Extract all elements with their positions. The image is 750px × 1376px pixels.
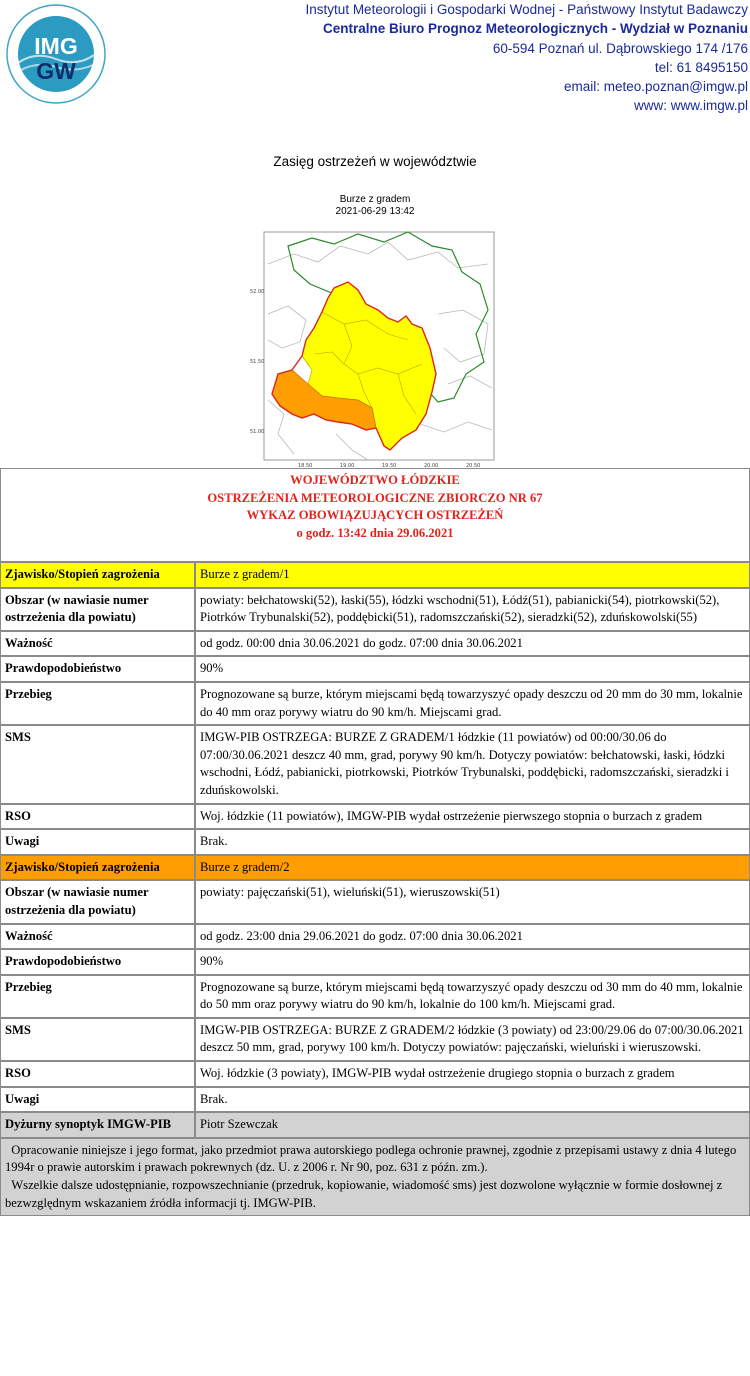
- email-link[interactable]: email: meteo.poznan@imgw.pl: [563, 79, 748, 95]
- probability-value: 90%: [195, 949, 750, 975]
- notes-value: Brak.: [195, 829, 750, 855]
- voivodeship-name: WOJEWÓDZTWO ŁÓDZKIE: [290, 473, 460, 487]
- map-subtitle: Burze z gradem: [339, 194, 411, 205]
- y-tick-label: 51.00: [250, 429, 265, 435]
- distribution-text: [5, 1177, 745, 1212]
- course-label: Przebieg: [0, 975, 195, 1018]
- probability-label: Prawdopodobieństwo: [0, 656, 195, 682]
- course-value: Prognozowane są burze, którym miejscami będą towarzyszyć opady deszczu od 20 mm do 30 mm, lokalnie do 40 mm oraz porywy wiatru do 90 km/h. Miejscami grad.: [195, 682, 750, 725]
- notes-value: Brak.: [195, 1087, 750, 1113]
- copyright-text: [5, 1142, 745, 1177]
- map-title: Zasięg ostrzeżeń w województwie: [273, 154, 477, 169]
- notes-label: Uwagi: [0, 829, 195, 855]
- copyright-notice: [0, 1138, 750, 1216]
- phenomenon-label: Zjawisko/Stopień zagrożenia: [0, 562, 195, 588]
- copyright-line-2: Wszelkie dalsze udostępnianie, rozpowszechnianie (przedruk, kopiowanie, wiadomość sms) jest dozwolone wyłącznie w formie dosłownej z bezwzględnym wskazaniem źródła informacji tj. IMGW-PIB.: [5, 1178, 723, 1210]
- area-value: powiaty: pajęczański(51), wieluński(51), wieruszowski(51): [195, 880, 750, 923]
- office-name: Centralne Biuro Prognoz Meteorologicznych - Wydział w Poznaniu: [322, 21, 748, 37]
- bulletin-type: WYKAZ OBOWIĄZUJĄCYCH OSTRZEŻEŃ: [246, 508, 504, 523]
- sms-value: IMGW-PIB OSTRZEGA: BURZE Z GRADEM/2 łódzkie (3 powiaty) od 23:00/29.06 do 07:00/30.06.2021 deszcz 50 mm, grad, porywy 100 km/h. Dotyczy powiatów: pajęczański, wieluński i wieruszowski.: [195, 1018, 750, 1061]
- imgw-logo: [5, 3, 107, 105]
- address: 60-594 Poznań ul. Dąbrowskiego 174 /176: [492, 40, 748, 56]
- validity-label: Ważność: [0, 924, 195, 950]
- phenomenon-label: Zjawisko/Stopień zagrożenia: [0, 855, 195, 881]
- logo-text-bottom: GW: [36, 58, 76, 84]
- bulletin-number: OSTRZEŻENIA METEOROLOGICZNE ZBIORCZO NR 67: [207, 490, 543, 505]
- rso-value: Woj. łódzkie (3 powiaty), IMGW-PIB wydał ostrzeżenie drugiego stopnia o burzach z gradem: [195, 1061, 750, 1087]
- area-value: powiaty: bełchatowski(52), łaski(55), łódzki wschodni(51), Łódź(51), pabianicki(54), piotrkowski(52), Piotrków Trybunalski(52), poddębicki(51), radomszczański(52), sieradzki(52), zduńskowolski(55): [195, 588, 750, 631]
- validity-label: Ważność: [0, 631, 195, 657]
- sms-label: SMS: [0, 725, 195, 803]
- institute-header: [108, 0, 748, 116]
- x-tick-label: 18.50: [298, 463, 313, 469]
- course-label: Przebieg: [0, 682, 195, 725]
- notes-label: Uwagi: [0, 1087, 195, 1113]
- warning-map: [248, 224, 502, 470]
- sms-label: SMS: [0, 1018, 195, 1061]
- rso-label: RSO: [0, 1061, 195, 1087]
- course-value: Prognozowane są burze, którym miejscami będą towarzyszyć opady deszczu od 30 mm do 40 mm, lokalnie do 50 mm oraz porywy wiatru do 90 km/h, lokalnie do 100 km/h. Miejscami grad.: [195, 975, 750, 1018]
- phenomenon-value: Burze z gradem/1: [195, 562, 750, 588]
- institute-name: Instytut Meteorologii i Gospodarki Wodnej - Państwowy Instytut Badawczy: [305, 2, 748, 17]
- bulletin-time: o godz. 13:42 dnia 29.06.2021: [296, 525, 454, 540]
- probability-label: Prawdopodobieństwo: [0, 949, 195, 975]
- area-label: Obszar (w nawiasie numer ostrzeżenia dla powiatu): [0, 588, 195, 631]
- probability-value: 90%: [195, 656, 750, 682]
- warning-bulletin-table: [0, 468, 750, 1216]
- phone: tel: 61 8495150: [654, 59, 748, 75]
- x-tick-label: 19.00: [340, 463, 355, 469]
- y-tick-label: 52.00: [250, 289, 265, 295]
- map-datetime: 2021-06-29 13:42: [335, 206, 415, 217]
- validity-value: od godz. 23:00 dnia 29.06.2021 do godz. 07:00 dnia 30.06.2021: [195, 924, 750, 950]
- phenomenon-value: Burze z gradem/2: [195, 855, 750, 881]
- x-tick-label: 20.50: [466, 463, 481, 469]
- logo-text-top: IMG: [34, 33, 78, 59]
- duty-forecaster-label: Dyżurny synoptyk IMGW-PIB: [0, 1112, 195, 1138]
- y-tick-label: 51.50: [250, 359, 265, 365]
- copyright-line-1: Opracowanie niniejsze i jego format, jako przedmiot prawa autorskiego podlega ochronie prawnej, zgodnie z przepisami ustawy z dnia 4 lutego 1994r o prawie autorskim i prawach pokrewnych (dz. U. z 2006 r. Nr 90, poz. 631 z późn. zm.).: [5, 1142, 737, 1175]
- rso-value: Woj. łódzkie (11 powiatów), IMGW-PIB wydał ostrzeżenie pierwszego stopnia o burzach z gradem: [195, 804, 750, 830]
- duty-forecaster-name: Piotr Szewczak: [195, 1112, 750, 1138]
- rso-label: RSO: [0, 804, 195, 830]
- bulletin-heading: [0, 468, 750, 562]
- area-label: Obszar (w nawiasie numer ostrzeżenia dla powiatu): [0, 880, 195, 923]
- x-tick-label: 19.50: [382, 463, 397, 469]
- sms-value: IMGW-PIB OSTRZEGA: BURZE Z GRADEM/1 łódzkie (11 powiatów) od 00:00/30.06 do 07:00/30.06.2021 deszcz 40 mm, grad, porywy 90 km/h. Dotyczy powiatów: bełchatowski, łaski, łódzki wschodni, Łódź, pabianicki, piotrkowski, Piotrków Trybunalski, poddębicki, radomszczański, sieradzki i zduńskowolski.: [195, 725, 750, 803]
- website-link[interactable]: www: www.imgw.pl: [633, 98, 748, 114]
- x-tick-label: 20.00: [424, 463, 439, 469]
- validity-value: od godz. 00:00 dnia 30.06.2021 do godz. 07:00 dnia 30.06.2021: [195, 631, 750, 657]
